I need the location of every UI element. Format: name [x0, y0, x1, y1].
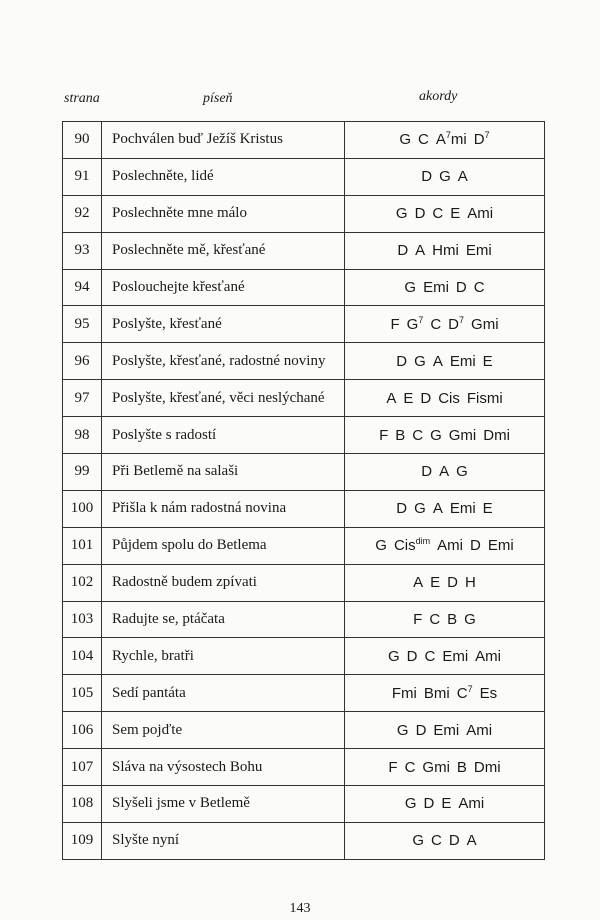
chord: [456, 279, 467, 296]
page-cell: 90: [63, 122, 102, 159]
chord: [413, 574, 423, 591]
chord-part: E: [403, 389, 414, 407]
chord-part: C: [430, 832, 442, 850]
song-title: Slyšeli jsme v Betlemě: [102, 786, 345, 823]
header-chords: akordy: [419, 89, 458, 104]
chord-part: G: [456, 463, 468, 481]
chord-part: Cis: [438, 389, 460, 407]
chords-cell: [345, 786, 545, 823]
song-title: Při Betlemě na salaši: [102, 454, 345, 491]
chord: [415, 205, 426, 222]
page-cell: 95: [63, 306, 102, 343]
chords-cell: [345, 454, 545, 491]
song-title: Poslyšte s radostí: [102, 417, 345, 454]
chord: [447, 574, 458, 591]
chord: [474, 131, 490, 148]
chord: [467, 832, 477, 849]
chord-part: E: [450, 205, 461, 223]
chord-part: G: [412, 832, 424, 850]
chord: [429, 611, 440, 628]
chord: [474, 759, 501, 776]
chord-part: Ami: [466, 721, 493, 739]
chord-part: G: [395, 205, 408, 223]
chord: [450, 205, 460, 222]
chord-part: C: [404, 758, 416, 776]
chord-part: C: [430, 315, 442, 333]
chord-part: C: [418, 131, 429, 149]
chord-part: C: [432, 205, 444, 223]
chord-part: A: [413, 574, 424, 592]
chord: [467, 205, 493, 222]
chord-part: F: [379, 426, 389, 444]
chord-part: G: [430, 426, 442, 444]
page-cell: 91: [63, 158, 102, 195]
chord-part: D: [448, 832, 460, 850]
page-cell: 94: [63, 269, 102, 306]
chord-part: A: [466, 832, 477, 850]
chord: [422, 759, 450, 776]
chord: [430, 316, 441, 333]
page-cell: 107: [63, 749, 102, 786]
chords-cell: [345, 122, 545, 159]
chord: [432, 242, 459, 259]
chord: [447, 611, 457, 628]
page-cell: 105: [63, 675, 102, 712]
chord-part: E: [430, 574, 441, 592]
chord-part: D: [455, 279, 467, 296]
page-cell: 103: [63, 601, 102, 638]
chord-part: A: [457, 168, 468, 186]
chord: [430, 427, 442, 444]
chord: [397, 722, 409, 739]
chord-superscript: 7: [459, 314, 465, 325]
table-row: [63, 122, 545, 159]
song-title: Poslouchejte křesťané: [102, 269, 345, 306]
chord-part: Ami: [458, 795, 485, 813]
table-row: [63, 417, 545, 454]
table-row: [63, 712, 545, 749]
chords-cell: [345, 712, 545, 749]
header-song: píseň: [203, 91, 233, 106]
chord-part: C: [473, 279, 485, 296]
chord: [394, 537, 430, 554]
chord-part: Emi: [423, 279, 449, 296]
page-cell: 99: [63, 454, 102, 491]
chord: [420, 390, 431, 407]
table-row: [63, 822, 545, 859]
chord-part: Dmi: [473, 758, 501, 776]
page-number: 143: [289, 901, 311, 916]
chords-cell: [345, 306, 545, 343]
table-row: [63, 564, 545, 601]
chord: [407, 316, 424, 333]
table-row: [63, 232, 545, 269]
chord: [396, 500, 407, 517]
chord: [458, 168, 468, 185]
chords-cell: [345, 417, 545, 454]
chord-superscript: 7: [484, 130, 490, 141]
song-title: Slyšte nyní: [102, 822, 345, 859]
chord: [414, 353, 426, 370]
chord-part: Ami: [475, 647, 502, 665]
chord: [448, 316, 464, 333]
chord-part: E: [482, 500, 493, 518]
chord-part: G: [396, 721, 409, 739]
chord: [465, 574, 476, 591]
chord: [467, 390, 503, 407]
chord-part: E: [482, 352, 493, 370]
chords-cell: [345, 269, 545, 306]
chords-cell: [345, 822, 545, 859]
chord-part: F: [388, 758, 398, 776]
chord-part: Emi: [465, 242, 492, 260]
chord-superscript: 7: [445, 130, 451, 141]
table-row: [63, 269, 545, 306]
chord-part: Gmi: [422, 758, 450, 776]
chord: [396, 353, 407, 370]
chord-part: Ami: [437, 537, 463, 555]
chord: [439, 168, 451, 185]
chord: [483, 427, 510, 444]
chord-superscript: 7: [467, 683, 473, 694]
chord: [416, 722, 427, 739]
chord: [392, 685, 417, 702]
chord: [407, 648, 418, 665]
chords-cell: [345, 490, 545, 527]
chord-part: B: [395, 426, 406, 444]
chord-part: D: [397, 242, 409, 260]
chord: [456, 463, 468, 480]
song-title: Poslechněte mne málo: [102, 195, 345, 232]
table-row: [63, 749, 545, 786]
chord-part: C: [424, 647, 436, 665]
chord-part: Dmi: [483, 426, 510, 444]
chords-cell: [345, 343, 545, 380]
chord-part: F: [390, 315, 400, 333]
chord-part: G: [414, 352, 426, 370]
chord-part: Bmi: [423, 684, 450, 702]
song-title: Sedí pantáta: [102, 675, 345, 712]
chord-part: Emi: [487, 537, 514, 555]
chord: [450, 353, 476, 370]
chord-superscript: dim: [415, 536, 431, 547]
chord-part: B: [456, 758, 467, 776]
chord: [424, 648, 435, 665]
chord-part: mi: [450, 131, 467, 149]
chord-part: Gmi: [471, 315, 499, 333]
chord: [437, 537, 463, 554]
chord: [395, 427, 405, 444]
song-title: Přišla k nám radostná novina: [102, 490, 345, 527]
chords-cell: [345, 638, 545, 675]
chord: [471, 316, 499, 333]
chord: [442, 648, 468, 665]
chord: [458, 795, 484, 812]
chord: [464, 611, 476, 628]
song-table: [62, 121, 545, 860]
chord-part: D: [421, 463, 433, 481]
chord: [483, 500, 493, 517]
chord: [423, 795, 434, 812]
chord-part: A: [432, 500, 443, 518]
chord-part: Hmi: [432, 242, 459, 260]
chord: [488, 537, 514, 554]
song-title: Půjdem spolu do Betlema: [102, 527, 345, 564]
page-cell: 96: [63, 343, 102, 380]
page-cell: 98: [63, 417, 102, 454]
chord: [388, 759, 397, 776]
chord-part: Fmi: [391, 684, 417, 702]
chord-part: G: [404, 279, 417, 296]
song-title: Poslechněte mě, křesťané: [102, 232, 345, 269]
page-cell: 109: [63, 822, 102, 859]
chord-part: A: [435, 131, 446, 149]
song-title: Radujte se, ptáčata: [102, 601, 345, 638]
chord: [412, 832, 424, 849]
chord-part: D: [423, 795, 435, 813]
chord-part: D: [448, 315, 460, 333]
chord-part: D: [406, 647, 418, 665]
chord-part: A: [439, 463, 450, 481]
table-row: [63, 195, 545, 232]
chord-part: Emi: [449, 500, 476, 518]
chord-part: G: [399, 131, 412, 149]
table-row: [63, 343, 545, 380]
chord: [388, 648, 400, 665]
chord-part: G: [464, 611, 476, 629]
chord: [386, 390, 396, 407]
chords-cell: [345, 601, 545, 638]
chord: [413, 611, 422, 628]
chord: [433, 353, 443, 370]
chord-part: A: [386, 389, 397, 407]
chord: [466, 242, 492, 259]
chord-part: D: [415, 721, 427, 739]
chord: [421, 463, 432, 480]
chord-part: D: [396, 352, 408, 370]
chord-part: D: [473, 131, 485, 149]
chord: [379, 427, 388, 444]
chord-part: Emi: [449, 352, 476, 370]
chord: [449, 427, 477, 444]
page-cell: 106: [63, 712, 102, 749]
table-row: [63, 675, 545, 712]
chord-part: G: [375, 537, 387, 555]
chord-part: B: [447, 611, 458, 629]
chord-part: C: [429, 611, 441, 629]
table-row: [63, 527, 545, 564]
table-row: [63, 638, 545, 675]
page-cell: 108: [63, 786, 102, 823]
song-title: Pochválen buď Ježíš Kristus: [102, 122, 345, 159]
chord-part: D: [470, 537, 481, 555]
chord: [457, 759, 467, 776]
chord-part: D: [414, 205, 426, 223]
chord: [404, 279, 416, 296]
chord: [414, 500, 426, 517]
chord-part: D: [420, 389, 432, 407]
chord-part: A: [432, 352, 443, 370]
table-row: [63, 786, 545, 823]
chord: [480, 685, 498, 702]
song-title: Sláva na výsostech Bohu: [102, 749, 345, 786]
chord: [399, 131, 411, 148]
chord-part: Cis: [393, 537, 416, 555]
chord-part: G: [404, 795, 417, 813]
chord: [430, 574, 440, 591]
chords-cell: [345, 564, 545, 601]
chords-cell: [345, 158, 545, 195]
table-row: [63, 380, 545, 417]
chord: [405, 795, 417, 812]
chord: [441, 795, 451, 812]
chords-cell: [345, 675, 545, 712]
song-title: Poslechněte, lidé: [102, 158, 345, 195]
song-title: Poslyšte, křesťané, radostné noviny: [102, 343, 345, 380]
table-row: [63, 601, 545, 638]
chord: [457, 685, 473, 702]
chord-part: Emi: [442, 647, 469, 665]
chord-part: Fismi: [466, 389, 503, 407]
chord-part: G: [439, 168, 451, 186]
song-title: Poslyšte, křesťané: [102, 306, 345, 343]
table-row: [63, 306, 545, 343]
chord-part: E: [441, 795, 452, 813]
chord: [375, 537, 387, 554]
page-cell: 102: [63, 564, 102, 601]
chord: [421, 168, 432, 185]
chord: [432, 205, 443, 222]
chord-part: D: [396, 500, 408, 518]
chord: [450, 500, 476, 517]
chord: [474, 279, 485, 296]
page-cell: 93: [63, 232, 102, 269]
chord-part: H: [465, 574, 476, 592]
chord-part: D: [421, 168, 433, 186]
chord: [423, 279, 449, 296]
table-row: [63, 454, 545, 491]
chord: [470, 537, 481, 554]
page-cell: 97: [63, 380, 102, 417]
chord: [412, 427, 423, 444]
chord-part: D: [447, 574, 459, 592]
chord: [438, 390, 460, 407]
chord: [439, 463, 449, 480]
chord-part: G: [406, 315, 419, 333]
chord-part: C: [412, 426, 424, 444]
chords-cell: [345, 380, 545, 417]
chord: [483, 353, 493, 370]
chord: [424, 685, 450, 702]
chords-cell: [345, 527, 545, 564]
song-title: Sem pojďte: [102, 712, 345, 749]
chord-part: A: [415, 242, 426, 260]
chord: [405, 759, 416, 776]
chord-superscript: 7: [418, 314, 424, 325]
page-cell: 104: [63, 638, 102, 675]
chord: [433, 500, 443, 517]
chord: [433, 722, 459, 739]
header-page: strana: [64, 91, 100, 106]
chord: [466, 722, 492, 739]
chord-part: Ami: [467, 205, 494, 223]
chord-part: Es: [479, 684, 498, 702]
chords-cell: [345, 749, 545, 786]
chord: [431, 832, 442, 849]
chord: [436, 131, 467, 148]
chord: [397, 242, 408, 259]
song-title: Rychle, bratři: [102, 638, 345, 675]
page-cell: 92: [63, 195, 102, 232]
chord: [418, 131, 429, 148]
chord: [396, 205, 408, 222]
chord: [403, 390, 413, 407]
song-title: Poslyšte, křesťané, věci neslýchané: [102, 380, 345, 417]
chord-part: C: [456, 684, 468, 702]
chord-part: Emi: [433, 721, 460, 739]
chord-part: F: [413, 611, 423, 629]
song-title: Radostně budem zpívati: [102, 564, 345, 601]
page-cell: 101: [63, 527, 102, 564]
page-cell: 100: [63, 490, 102, 527]
chord-part: G: [414, 500, 426, 518]
table-row: [63, 490, 545, 527]
chord-part: G: [387, 647, 400, 665]
chord-part: Gmi: [448, 426, 477, 444]
chord: [449, 832, 460, 849]
chord: [475, 648, 501, 665]
chords-cell: [345, 195, 545, 232]
chords-cell: [345, 232, 545, 269]
table-row: [63, 158, 545, 195]
chord: [390, 316, 399, 333]
chord: [415, 242, 425, 259]
